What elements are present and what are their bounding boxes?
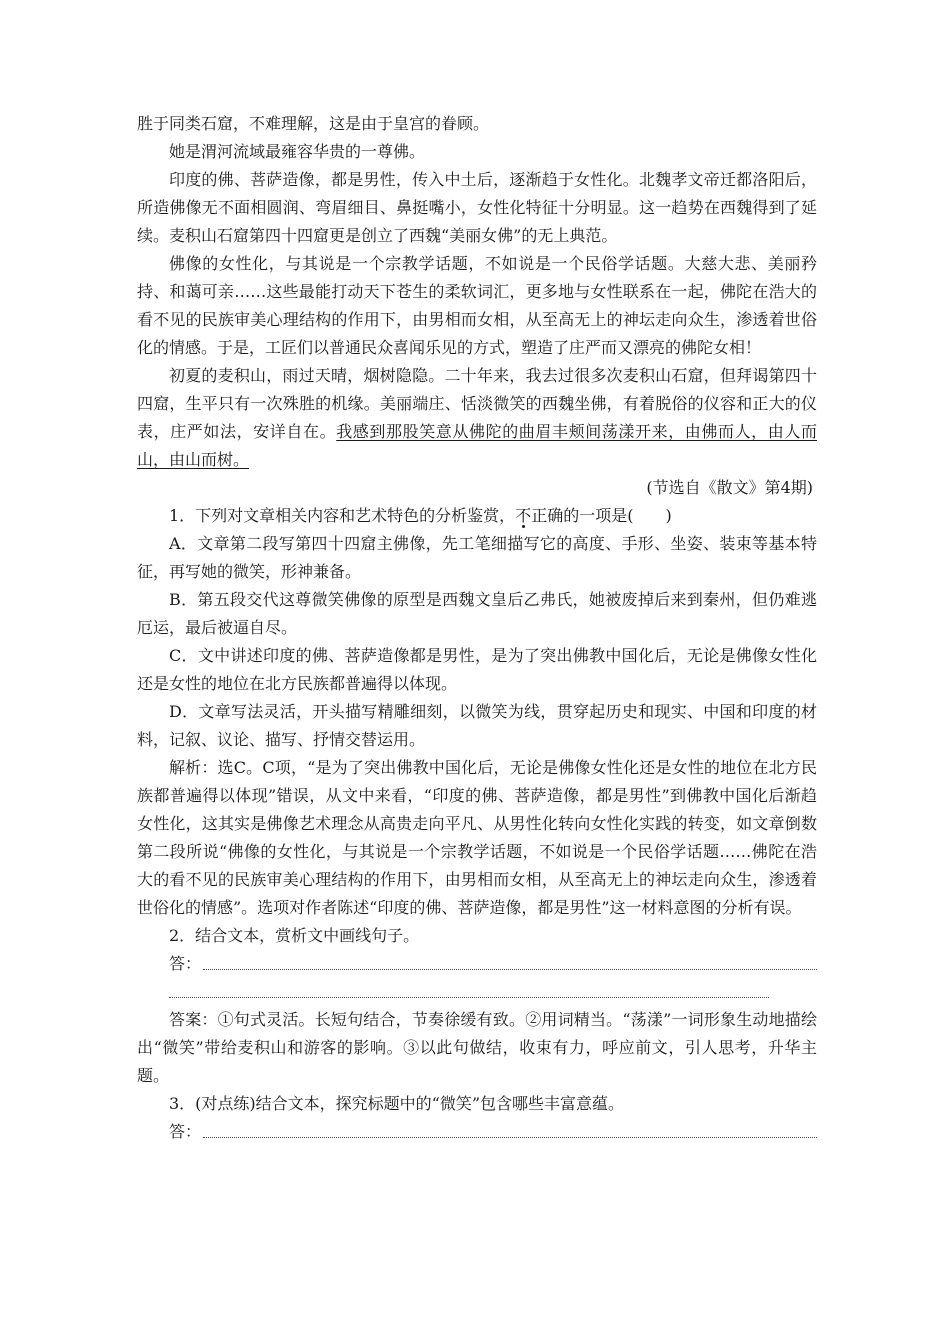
question-1-stem-tail: 正确的一项是( ) xyxy=(531,506,672,525)
question-1-analysis: 解析：选C。C项，“是为了突出佛教中国化后，无论是佛像女性化还是女性的地位在北方民族都普遍得以体现”错误，从文中来看，“印度的佛、菩萨造像，都是男性”到佛教中国化后渐趋女性化，这其实是佛像艺术理念从高贵走向平凡、从男性化转向女性化实践的转变，如文章倒数第二段所说“佛像的女性化，与其说是一个宗教学话题，不如说是一个民俗学话题……佛陀在浩大的看不见的民族审美心理结构的作用下，由男相而女相，从至高无上的神坛走向众生，渗透着世俗化的情感”。选项对作者陈述“印度的佛、菩萨造像，都是男性”这一材料意图的分析有误。 xyxy=(137,758,817,917)
passage-paragraph-4: 佛像的女性化，与其说是一个宗教学话题，不如说是一个民俗学话题。大慈大悲、美丽矜持、和蔼可亲……这些最能打动天下苍生的柔软词汇，更多地与女性联系在一起，佛陀在浩大的看不见的民族审美心理结构的作用下，由男相而女相，从至高无上的神坛走向众生，渗透着世俗化的情感。于是，工匠们以普通民众喜闻乐见的方式，塑造了庄严而又漂亮的佛陀女相！ xyxy=(137,254,817,357)
question-1-stem-text: 1．下列对文章相关内容和艺术特色的分析鉴赏， xyxy=(169,506,516,525)
question-1-stem xyxy=(137,502,817,530)
answer-label: 答： xyxy=(169,1122,202,1141)
question-2-answer: 答案：①句式灵活。长短句结合，节奏徐缓有致。②用词精当。“荡漾”一词形象生动地描绘出“微笑”带给麦积山和游客的影响。③以此句做结，收束有力，呼应前文，引人思考，升华主题。 xyxy=(137,1010,817,1085)
answer-blank xyxy=(203,1136,817,1138)
question-2-answer-line-2[interactable] xyxy=(137,978,817,1006)
passage-paragraph-5 xyxy=(137,362,817,474)
question-3-answer-line[interactable] xyxy=(137,1118,817,1146)
answer-blank xyxy=(169,997,769,998)
question-2-answer-line[interactable] xyxy=(137,950,817,978)
passage-paragraph-1: 胜于同类石窟，不难理解，这是由于皇宫的眷顾。 xyxy=(137,114,490,133)
question-2-stem: 2．结合文本，赏析文中画线句子。 xyxy=(169,926,420,945)
option-b: B．第五段交代这尊微笑佛像的原型是西魏文皇后乙弗氏，她被废掉后来到秦州，但仍难逃厄运，最后被逼自尽。 xyxy=(137,590,817,637)
underlined-sentence: 我感到那股笑意从佛陀的曲眉丰颊间荡漾开来，由佛而人，由人而山，由山而树。 xyxy=(137,422,817,469)
passage-paragraph-3: 印度的佛、菩萨造像，都是男性，传入中土后，逐渐趋于女性化。北魏孝文帝迁都洛阳后，所造佛像无不面相圆润、弯眉细目、鼻挺嘴小，女性化特征十分明显。这一趋势在西魏得到了延续。麦积山石窟第四十四窟更是创立了西魏“美丽女佛”的无上典范。 xyxy=(137,170,817,245)
option-c: C．文中讲述印度的佛、菩萨造像都是男性，是为了突出佛教中国化后，无论是佛像女性化还是女性的地位在北方民族都普遍得以体现。 xyxy=(137,646,817,693)
passage-paragraph-5-text: 初夏的麦积山，雨过天晴，烟树隐隐。二十年来，我去过很多次麦积山石窟，但拜谒第四十四窟，生平只有一次殊胜的机缘。美丽端庄、恬淡微笑的西魏坐佛，有着脱俗的仪容和正大的仪表，庄严如法，安详自在。 xyxy=(137,366,817,441)
question-3-stem: 3．(对点练)结合文本，探究标题中的“微笑”包含哪些丰富意蕴。 xyxy=(169,1094,625,1113)
option-a: A．文章第二段写第四十四窟主佛像，先工笔细描写它的高度、手形、坐姿、装束等基本特征，再写她的微笑，形神兼备。 xyxy=(137,534,817,581)
answer-label: 答： xyxy=(169,954,202,973)
document-page xyxy=(137,110,817,1146)
emphasis-mark: 不 xyxy=(515,506,532,525)
answer-blank xyxy=(203,968,817,970)
passage-paragraph-2: 她是渭河流域最雍容华贵的一尊佛。 xyxy=(169,142,426,161)
option-d: D．文章写法灵活，开头描写精雕细刻，以微笑为线，贯穿起历史和现实、中国和印度的材料，记叙、议论、描写、抒情交替运用。 xyxy=(137,702,817,749)
source-citation: (节选自《散文》第4期) xyxy=(646,478,813,497)
